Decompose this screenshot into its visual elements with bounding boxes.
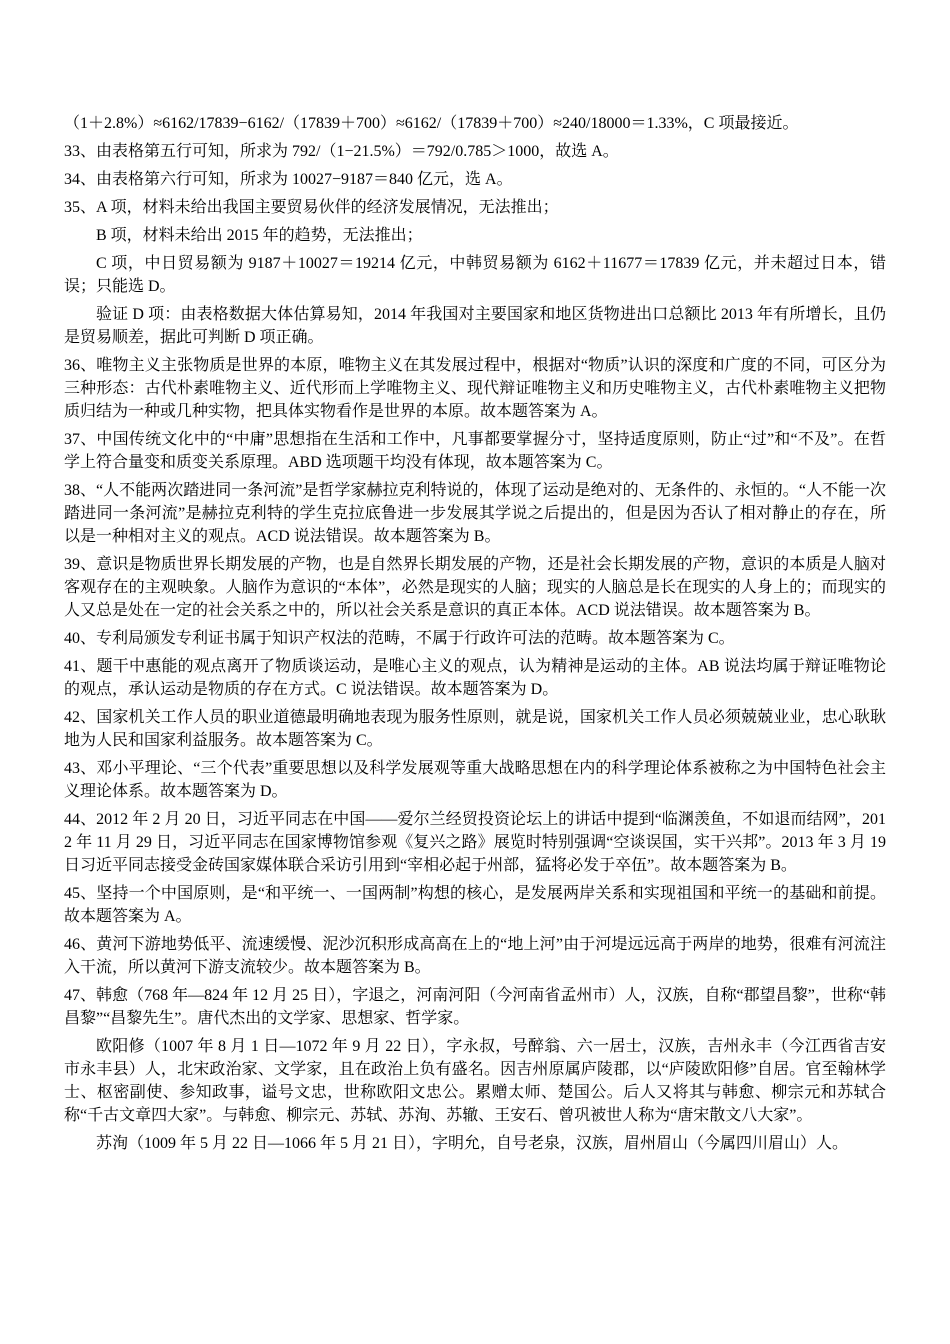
answer-item-46: 46、黄河下游地势低平、流速缓慢、泥沙沉积形成高高在上的“地上河”由于河堤远远高于两岸的地势，很难有河流注入干流，所以黄河下游支流较少。故本题答案为 B。 [64,936,886,976]
answer-item-40: 40、专利局颁发专利证书属于知识产权法的范畴，不属于行政许可法的范畴。故本题答案为 C。 [64,630,735,647]
answer-item-33: 33、由表格第五行可知，所求为 792/（1−21.5%）＝792/0.785＞1000，故选 A。 [64,143,619,160]
paragraph-continuation-calc: （1＋2.8%）≈6162/17839−6162/（17839＋700）≈6162/（17839＋700）≈240/18000＝1.33%，C 项最接近。 [64,115,799,132]
answer-item-35-option-b: B 项，材料未给出 2015 年的趋势，无法推出； [96,227,423,244]
answer-item-35-option-a: 35、A 项，材料未给出我国主要贸易伙伴的经济发展情况，无法推出； [64,199,559,216]
answer-item-47-hanyu: 47、韩愈（768 年—824 年 12 月 25 日），字退之，河南河阳（今河南省孟州市）人，汉族，自称“郡望昌黎”，世称“韩昌黎”“昌黎先生”。唐代杰出的文学家、思想家、哲学家。 [64,987,886,1027]
answer-item-43: 43、邓小平理论、“三个代表”重要思想以及科学发展观等重大战略思想在内的科学理论体系被称之为中国特色社会主义理论体系。故本题答案为 D。 [64,760,886,800]
answer-item-35-option-d-verification: 验证 D 项：由表格数据大体估算易知，2014 年我国对主要国家和地区货物进出口总额比 2013 年有所增长，且仍是贸易顺差，据此可判断 D 项正确。 [64,306,886,346]
answer-item-42: 42、国家机关工作人员的职业道德最明确地表现为服务性原则，就是说，国家机关工作人员必须兢兢业业，忠心耿耿地为人民和国家利益服务。故本题答案为 C。 [64,709,886,749]
answer-item-47-ouyangxiu: 欧阳修（1007 年 8 月 1 日—1072 年 9 月 22 日），字永叔，号醉翁、六一居士，汉族，吉州永丰（今江西省吉安市永丰县）人，北宋政治家、文学家，且在政治上负有盛名。因吉州原属庐陵郡，以“庐陵欧阳修”自居。官至翰林学士、枢密副使、参知政事，谥号文忠，世称欧阳文忠公。累赠太师、楚国公。后人又将其与韩愈、柳宗元和苏轼合称“千古文章四大家”。与韩愈、柳宗元、苏轼、苏洵、苏辙、王安石、曾巩被世人称为“唐宋散文八大家”。 [64,1038,886,1124]
answer-item-35-option-c: C 项，中日贸易额为 9187＋10027＝19214 亿元，中韩贸易额为 6162＋11677＝17839 亿元，并未超过日本，错误；只能选 D。 [64,255,886,295]
answer-item-34: 34、由表格第六行可知，所求为 10027−9187＝840 亿元，选 A。 [64,171,513,188]
answer-item-36: 36、唯物主义主张物质是世界的本原，唯物主义在其发展过程中，根据对“物质”认识的深度和广度的不同，可区分为三种形态：古代朴素唯物主义、近代形而上学唯物主义、现代辩证唯物主义和历史唯物主义，古代朴素唯物主义把物质归结为一种或几种实物，把具体实物看作是世界的本原。故本题答案为 A。 [64,357,886,420]
answer-item-45: 45、坚持一个中国原则，是“和平统一、一国两制”构想的核心，是发展两岸关系和实现祖国和平统一的基础和前提。故本题答案为 A。 [64,885,886,925]
answer-item-44: 44、2012 年 2 月 20 日，习近平同志在中国——爱尔兰经贸投资论坛上的讲话中提到“临渊羡鱼，不如退而结网”，2012 年 11 月 29 日，习近平同志在国家博物馆参观《复兴之路》展览时特别强调“空谈误国，实干兴邦”。2013 年 3 月 19 日习近平同志接受金砖国家媒体联合采访引用到“宰相必起于州部，猛将必发于卒伍”。故本题答案为 B。 [64,811,886,874]
answer-item-39: 39、意识是物质世界长期发展的产物，也是自然界长期发展的产物，还是社会长期发展的产物，意识的本质是人脑对客观存在的主观映象。人脑作为意识的“本体”，必然是现实的人脑；现实的人脑总是长在现实的人身上的；而现实的人又总是处在一定的社会关系之中的，所以社会关系是意识的真正本体。ACD 说法错误。故本题答案为 B。 [64,556,886,619]
answer-item-47-suxun: 苏洵（1009 年 5 月 22 日—1066 年 5 月 21 日），字明允，自号老泉，汉族，眉州眉山（今属四川眉山）人。 [96,1135,849,1152]
answer-item-38: 38、“人不能两次踏进同一条河流”是哲学家赫拉克利特说的，体现了运动是绝对的、无条件的、永恒的。“人不能一次踏进同一条河流”是赫拉克利特的学生克拉底鲁进一步发展其学说之后提出的，但是因为否认了相对静止的存在，所以是一种相对主义的观点。ACD 说法错误。故本题答案为 B。 [64,482,886,545]
answer-item-37: 37、中国传统文化中的“中庸”思想指在生活和工作中，凡事都要掌握分寸，坚持适度原则，防止“过”和“不及”。在哲学上符合量变和质变关系原理。ABD 选项题干均没有体现，故本题答案为 C。 [64,431,886,471]
answer-item-41: 41、题干中惠能的观点离开了物质谈运动，是唯心主义的观点，认为精神是运动的主体。AB 说法均属于辩证唯物论的观点，承认运动是物质的存在方式。C 说法错误。故本题答案为 D。 [64,658,886,698]
